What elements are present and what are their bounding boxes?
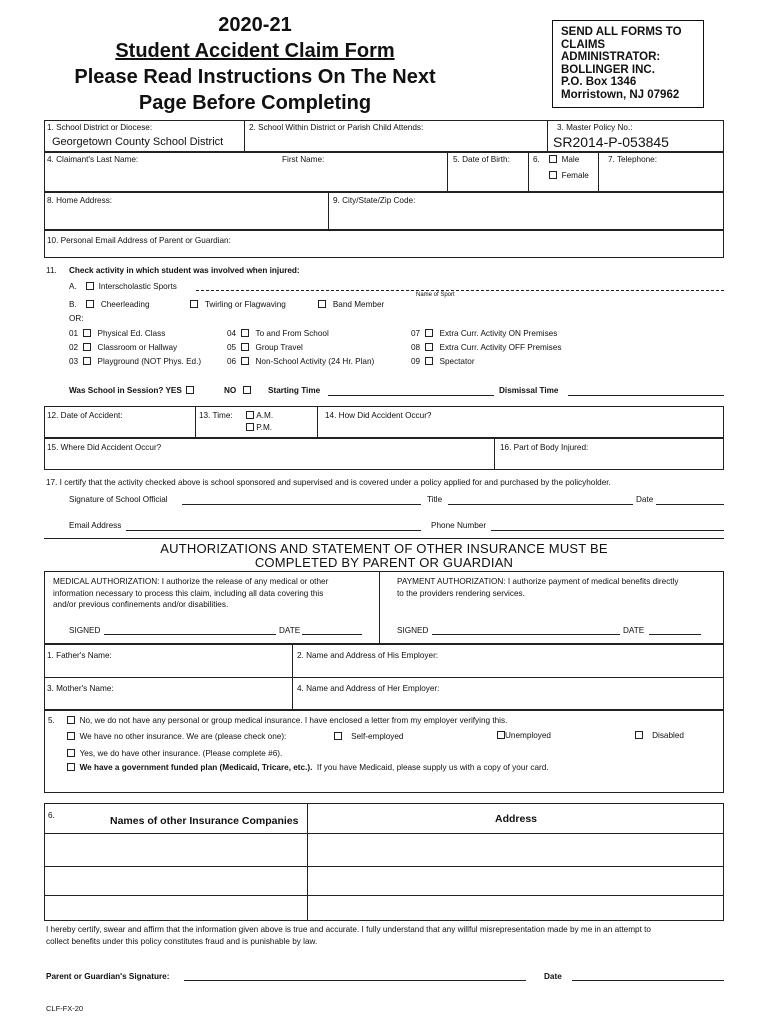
father-name-label: 1. Father's Name: — [47, 651, 112, 660]
disabled-option[interactable]: Disabled — [635, 731, 684, 740]
activity-04[interactable]: 04 To and From School — [227, 329, 329, 338]
sport-name-field[interactable] — [196, 290, 724, 291]
medical-authorization: MEDICAL AUTHORIZATION: I authorize the release of any medical or other information necessary to process this claim, including all data covering this and/or previous confinements and/or disabilities. — [53, 577, 329, 609]
divider — [292, 644, 293, 710]
companies-number: 6. — [48, 811, 55, 820]
official-phone-field[interactable] — [491, 530, 724, 531]
divider — [44, 677, 724, 678]
city-state-zip-label: 9. City/State/Zip Code: — [333, 196, 416, 205]
school-official-signature-field[interactable] — [182, 504, 421, 505]
send-line: BOLLINGER INC. — [561, 63, 655, 76]
activity-02-checkbox[interactable] — [83, 343, 91, 351]
am-checkbox[interactable] — [246, 411, 254, 419]
dismissal-time-label: Dismissal Time — [499, 386, 559, 395]
insurance-number: 5. — [48, 716, 55, 725]
divider — [547, 120, 548, 152]
activity-07[interactable]: 07 Extra Curr. Activity ON Premises — [411, 329, 558, 338]
divider — [447, 152, 448, 192]
where-occur-label: 15. Where Did Accident Occur? — [47, 443, 162, 452]
gender-number: 6. — [533, 155, 540, 164]
first-name-label: First Name: — [282, 155, 325, 164]
send-line: CLAIMS — [561, 38, 606, 51]
starting-time-field[interactable] — [328, 395, 494, 396]
final-certification: I hereby certify, swear and affirm that the information given above is true and accurate. I fully understand that any willful misrepresentation made by me in an attempt to collect benefits under this policy constitutes fraud and is punishable by law. — [46, 925, 651, 946]
last-name-label: 4. Claimant's Last Name: — [47, 155, 139, 164]
band-member-option[interactable]: Band Member — [318, 300, 384, 309]
medical-date-field[interactable] — [302, 634, 362, 635]
activity-01-checkbox[interactable] — [83, 329, 91, 337]
activity-04-checkbox[interactable] — [241, 329, 249, 337]
activity-01[interactable]: 01 Physical Ed. Class — [69, 329, 166, 338]
session-yes-checkbox[interactable] — [186, 386, 194, 394]
activity-title: Check activity in which student was involved when injured: — [69, 266, 300, 275]
master-policy-label: 3. Master Policy No.: — [557, 123, 633, 132]
activity-a-letter: A. — [69, 282, 77, 291]
certification-text: 17. I certify that the activity checked above is school sponsored and supervised and is covered under a policy applied for and purchased by the policyholder. — [46, 478, 611, 487]
am-option[interactable]: A.M. — [246, 411, 273, 420]
title-field[interactable] — [448, 504, 633, 505]
name-of-sport-caption: Name of Sport — [416, 292, 455, 298]
telephone-label: 7. Telephone: — [608, 155, 658, 164]
payment-signed-label: SIGNED — [397, 626, 429, 635]
or-label: OR: — [69, 314, 84, 323]
session-no-checkbox[interactable] — [243, 386, 251, 394]
how-occur-label: 14. How Did Accident Occur? — [325, 411, 432, 420]
government-plan-option[interactable]: We have a government funded plan (Medicaid, Tricare, etc.). If you have Medicaid, please supply us with a copy of your card. — [67, 763, 549, 772]
male-option[interactable]: Male — [549, 155, 579, 164]
self-employed-checkbox[interactable] — [334, 732, 342, 740]
activity-03-checkbox[interactable] — [83, 357, 91, 365]
medical-signed-label: SIGNED — [69, 626, 101, 635]
companies-names-header: Names of other Insurance Companies — [110, 815, 299, 827]
divider — [44, 866, 724, 867]
divider — [598, 152, 599, 192]
divider — [44, 833, 724, 834]
school-in-session-no[interactable]: NO — [224, 386, 251, 395]
cheerleading-checkbox[interactable] — [86, 300, 94, 308]
form-code: CLF-FX-20 — [46, 1004, 84, 1013]
yes-other-insurance-checkbox[interactable] — [67, 749, 75, 757]
divider — [44, 895, 724, 896]
payment-authorization: PAYMENT AUTHORIZATION: I authorize payment of medical benefits directly to the providers rendering services. — [397, 577, 679, 598]
payment-date-label: DATE — [623, 626, 645, 635]
activity-05-checkbox[interactable] — [241, 343, 249, 351]
unemployed-option[interactable]: Unemployed — [497, 731, 551, 740]
activity-02[interactable]: 02 Classroom or Hallway — [69, 343, 178, 352]
female-option[interactable]: Female — [549, 171, 589, 180]
send-line: SEND ALL FORMS TO — [561, 26, 682, 38]
activity-08-checkbox[interactable] — [425, 343, 433, 351]
payment-signature-field[interactable] — [432, 634, 620, 635]
pm-option[interactable]: P.M. — [246, 423, 272, 432]
pm-checkbox[interactable] — [246, 423, 254, 431]
male-checkbox[interactable] — [549, 155, 557, 163]
activity-09-checkbox[interactable] — [425, 357, 433, 365]
no-insurance-option[interactable]: No, we do not have any personal or group medical insurance. I have enclosed a letter from my employer verifying this. — [67, 716, 507, 725]
send-forms-box — [552, 20, 704, 108]
father-employer-label: 2. Name and Address of His Employer: — [297, 651, 439, 660]
title-label: Title — [427, 495, 443, 504]
send-line: Morristown, NJ 07962 — [561, 88, 680, 101]
official-email-label: Email Address — [69, 521, 122, 530]
dismissal-time-field[interactable] — [568, 395, 724, 396]
master-policy-field[interactable]: SR2014-P-053845 — [553, 134, 669, 150]
body-part-label: 16. Part of Body Injured: — [500, 443, 589, 452]
instructions-line-1: Please Read Instructions On The Next — [74, 66, 436, 88]
activity-05[interactable]: 05 Group Travel — [227, 343, 303, 352]
divider — [195, 406, 196, 438]
government-plan-checkbox[interactable] — [67, 763, 75, 771]
twirling-checkbox[interactable] — [190, 300, 198, 308]
medical-signature-field[interactable] — [104, 634, 276, 635]
disabled-checkbox[interactable] — [635, 731, 643, 739]
date-of-accident-label: 12. Date of Accident: — [47, 411, 123, 420]
section-divider — [44, 538, 724, 539]
form-year: 2020-21 — [218, 14, 292, 36]
activity-08[interactable]: 08 Extra Curr. Activity OFF Premises — [411, 343, 562, 352]
band-member-checkbox[interactable] — [318, 300, 326, 308]
official-phone-label: Phone Number — [431, 521, 487, 530]
divider — [328, 192, 329, 230]
send-line: ADMINISTRATOR: — [561, 51, 661, 63]
mother-employer-label: 4. Name and Address of Her Employer: — [297, 684, 440, 693]
parent-email-label: 10. Personal Email Address of Parent or Guardian: — [47, 236, 231, 245]
no-other-insurance-checkbox[interactable] — [67, 732, 75, 740]
school-in-session-yes[interactable]: Was School in Session? YES — [69, 386, 194, 395]
activity-03[interactable]: 03 Playground (NOT Phys. Ed.) — [69, 357, 202, 366]
form-title: Student Accident Claim Form — [115, 40, 395, 62]
female-checkbox[interactable] — [549, 171, 557, 179]
unemployed-checkbox[interactable] — [497, 731, 505, 739]
authorization-heading-1: AUTHORIZATIONS AND STATEMENT OF OTHER INSURANCE MUST BE — [160, 541, 608, 556]
mother-name-label: 3. Mother's Name: — [47, 684, 114, 693]
divider — [244, 120, 245, 152]
official-date-field[interactable] — [656, 504, 724, 505]
school-attended-field[interactable] — [249, 135, 543, 150]
activity-06[interactable]: 06 Non-School Activity (24 Hr. Plan) — [227, 357, 375, 366]
time-label: 13. Time: — [199, 411, 233, 420]
official-email-field[interactable] — [126, 530, 421, 531]
instructions-line-2: Page Before Completing — [138, 92, 372, 114]
dob-label: 5. Date of Birth: — [453, 155, 510, 164]
medical-date-label: DATE — [279, 626, 301, 635]
activity-06-checkbox[interactable] — [241, 357, 249, 365]
parent-date-field[interactable] — [572, 980, 724, 981]
starting-time-label: Starting Time — [268, 386, 321, 395]
parent-signature-field[interactable] — [184, 980, 526, 981]
authorization-heading-2: COMPLETED BY PARENT OR GUARDIAN — [254, 555, 514, 570]
twirling-option[interactable]: Twirling or Flagwaving — [190, 300, 286, 309]
divider — [379, 571, 380, 644]
companies-address-header: Address — [495, 813, 538, 825]
cheerleading-option[interactable]: Cheerleading — [86, 300, 150, 309]
school-district-field[interactable]: Georgetown County School District — [52, 136, 224, 148]
no-insurance-checkbox[interactable] — [67, 716, 75, 724]
yes-other-insurance-option[interactable]: Yes, we do have other insurance. (Please complete #6). — [67, 749, 282, 758]
activity-b-letter: B. — [69, 300, 77, 309]
divider — [307, 803, 308, 921]
divider — [528, 152, 529, 192]
activity-09[interactable]: 09 Spectator — [411, 357, 475, 366]
divider — [494, 438, 495, 470]
activity-07-checkbox[interactable] — [425, 329, 433, 337]
interscholastic-option[interactable]: Interscholastic Sports — [86, 282, 177, 291]
parent-signature-label: Parent or Guardian's Signature: — [46, 972, 170, 981]
school-district-label: 1. School District or Diocese: — [47, 123, 153, 132]
divider — [317, 406, 318, 438]
home-address-label: 8. Home Address: — [47, 196, 113, 205]
official-date-label: Date — [636, 495, 654, 504]
payment-date-field[interactable] — [649, 634, 701, 635]
self-employed-option[interactable]: Self-employed — [334, 732, 403, 741]
school-official-signature-label: Signature of School Official — [69, 495, 168, 504]
no-other-insurance-option[interactable]: We have no other insurance. We are (please check one): — [67, 732, 286, 741]
interscholastic-checkbox[interactable] — [86, 282, 94, 290]
send-line: P.O. Box 1346 — [561, 76, 637, 88]
school-attended-label: 2. School Within District or Parish Child Attends: — [249, 123, 424, 132]
parent-date-label: Date — [544, 972, 562, 981]
activity-number: 11. — [46, 266, 57, 275]
